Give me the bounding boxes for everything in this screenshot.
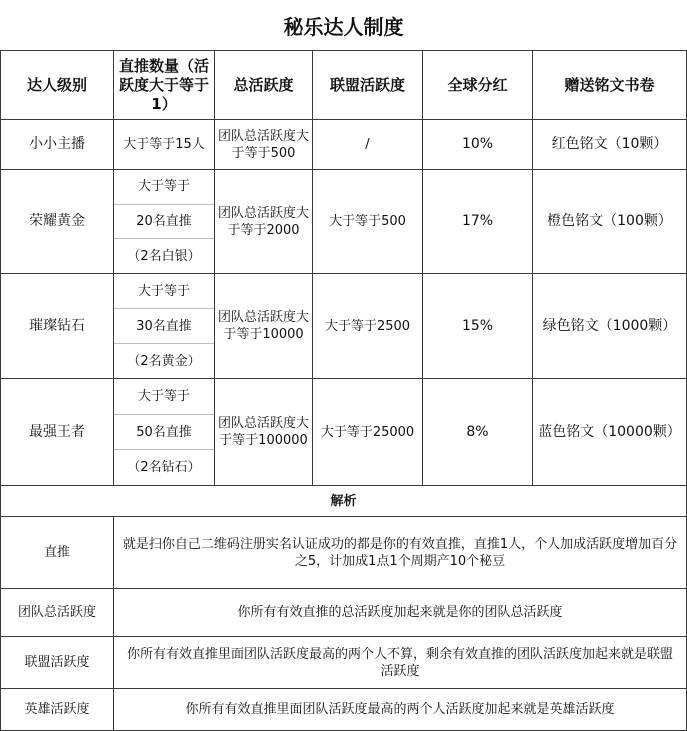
analysis-term: 英雄活跃度 <box>1 689 114 731</box>
header-gift: 赠送铭文书卷 <box>533 51 687 120</box>
direct-requirement: 大于等于 <box>114 274 214 309</box>
direct-cell <box>114 170 215 274</box>
direct-requirement: 大于等于 <box>114 379 214 415</box>
dividend-cell: 10% <box>423 120 533 170</box>
direct-cell <box>114 379 215 486</box>
direct-count: 50名直推 <box>114 415 214 451</box>
header-alliance: 联盟活跃度 <box>313 51 423 120</box>
direct-requirement: 大于等于 <box>114 170 214 205</box>
direct-sub-requirement: （2名白银） <box>127 248 201 264</box>
table-header-row <box>1 51 687 120</box>
total-cell: 团队总活跃度大于等于2000 <box>215 170 313 274</box>
total-cell: 团队总活跃度大于等于10000 <box>215 274 313 379</box>
dividend-cell: 15% <box>423 274 533 379</box>
table-row <box>1 379 687 486</box>
analysis-row <box>1 637 687 689</box>
gift-cell: 红色铭文（10颗） <box>533 120 687 170</box>
document-title: 秘乐达人制度 <box>283 14 404 39</box>
table-row <box>1 120 687 170</box>
table-row <box>1 274 687 379</box>
level-cell: 荣耀黄金 <box>1 170 114 274</box>
analysis-text: 你所有有效直推里面团队活跃度最高的两个人不算，剩余有效直推的团队活跃度加起来就是联盟活跃度 <box>114 637 687 689</box>
level-cell: 璀璨钻石 <box>1 274 114 379</box>
header-dividend: 全球分红 <box>423 51 533 120</box>
alliance-cell: / <box>313 120 423 170</box>
dividend-cell: 8% <box>423 379 533 486</box>
rank-table <box>0 50 687 731</box>
header-total: 总活跃度 <box>215 51 313 120</box>
analysis-row <box>1 589 687 637</box>
analysis-term: 直推 <box>1 517 114 589</box>
level-cell: 小小主播 <box>1 120 114 170</box>
analysis-row <box>1 517 687 589</box>
analysis-header-row <box>1 486 687 517</box>
alliance-cell: 大于等于25000 <box>313 379 423 486</box>
alliance-cell: 大于等于500 <box>313 170 423 274</box>
header-level: 达人级别 <box>1 51 114 120</box>
gift-cell: 橙色铭文（100颗） <box>533 170 687 274</box>
direct-count: 30名直推 <box>114 309 214 344</box>
analysis-term: 联盟活跃度 <box>1 637 114 689</box>
direct-sub-requirement: （2名黄金） <box>127 353 201 369</box>
total-cell: 团队总活跃度大于等于100000 <box>215 379 313 486</box>
analysis-term: 团队总活跃度 <box>1 589 114 637</box>
direct-cell: 大于等于15人 <box>114 120 215 170</box>
table-row <box>1 170 687 274</box>
alliance-cell: 大于等于2500 <box>313 274 423 379</box>
gift-cell: 蓝色铭文（10000颗） <box>533 379 687 486</box>
direct-count: 20名直推 <box>114 205 214 240</box>
analysis-title: 解析 <box>1 486 687 517</box>
direct-cell <box>114 274 215 379</box>
level-cell: 最强王者 <box>1 379 114 486</box>
total-cell: 团队总活跃度大于等于500 <box>215 120 313 170</box>
analysis-text: 就是扫你自己二维码注册实名认证成功的都是你的有效直推，直推1人，个人加成活跃度增加百分之5，计加成1点1个周期产10个秘豆 <box>114 517 687 589</box>
direct-sub-requirement: （2名钻石） <box>127 460 201 476</box>
dividend-cell: 17% <box>423 170 533 274</box>
gift-cell: 绿色铭文（1000颗） <box>533 274 687 379</box>
analysis-text: 你所有有效直推里面团队活跃度最高的两个人活跃度加起来就是英雄活跃度 <box>114 689 687 731</box>
header-direct: 直推数量（活跃度大于等于1） <box>114 51 215 120</box>
analysis-row <box>1 689 687 731</box>
analysis-text: 你所有有效直推的总活跃度加起来就是你的团队总活跃度 <box>114 589 687 637</box>
